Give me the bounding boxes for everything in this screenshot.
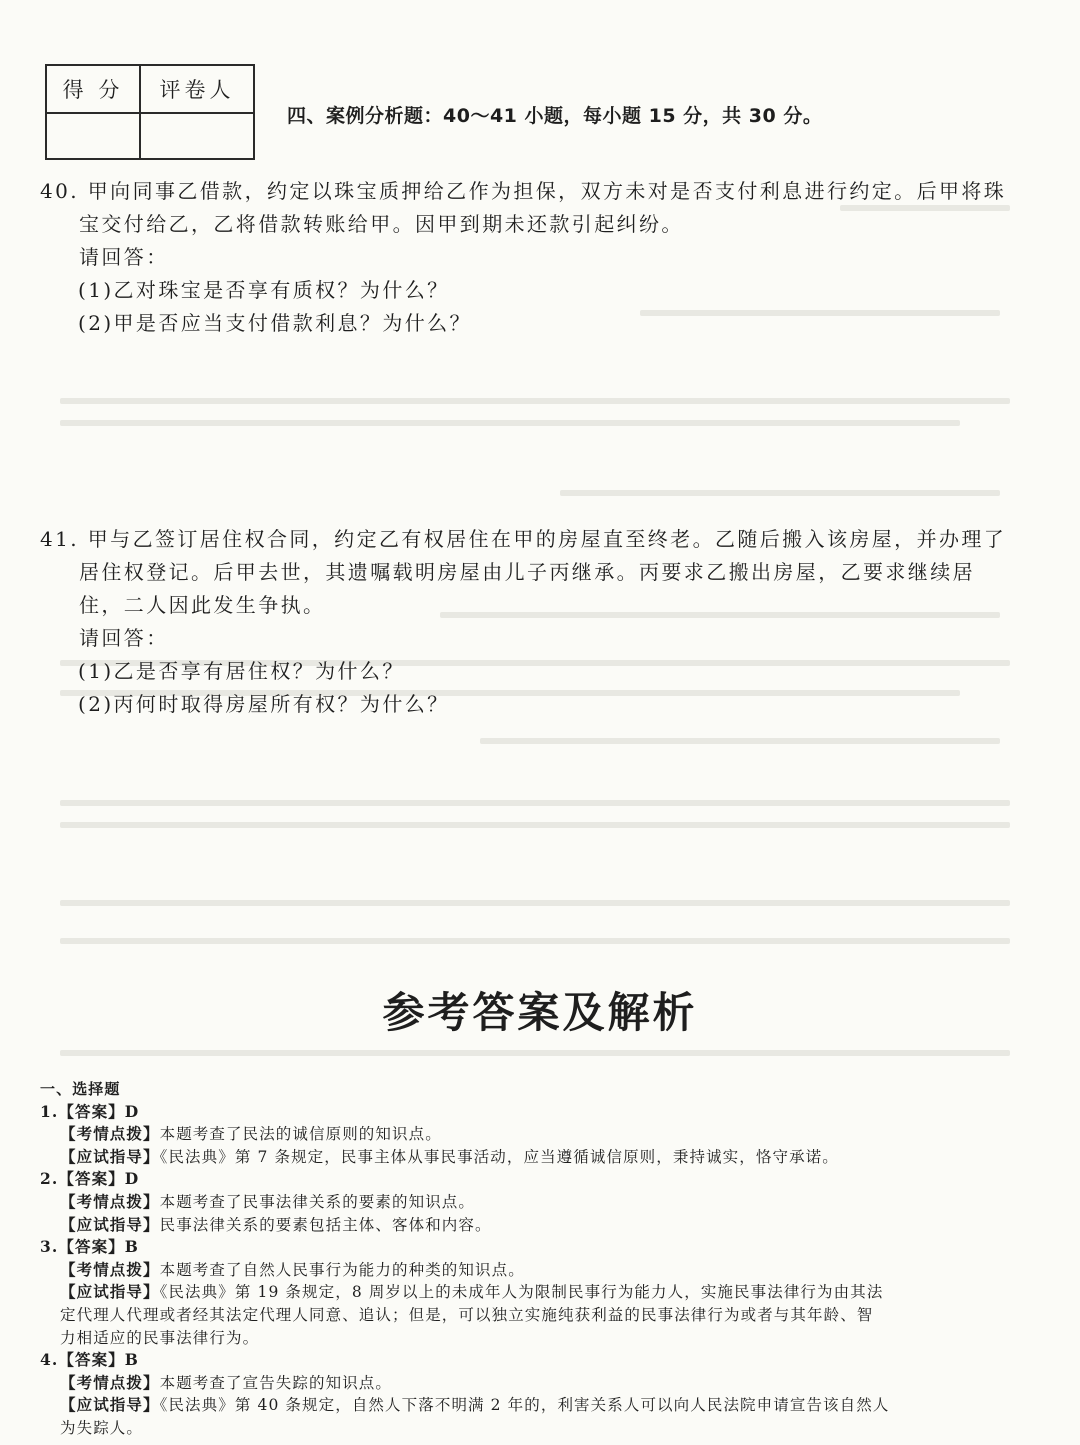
detail-text: 本题考查了宣告失踪的知识点。 xyxy=(159,1373,393,1392)
question-text-line: 41. 甲与乙签订居住权合同，约定乙有权居住在甲的房屋直至终老。乙随后搬入该房屋，并办理了 xyxy=(40,527,1007,551)
answer-item-4 xyxy=(40,1349,1050,1439)
sub-question: (1)乙是否享有居住权？为什么？ xyxy=(78,659,405,683)
bleed-through-mark xyxy=(60,938,1010,944)
bleed-through-mark xyxy=(60,420,960,426)
question-text-line: 居住权登记。后甲去世，其遗嘱载明房屋由儿子丙继承。丙要求乙搬出房屋，乙要求继续居 xyxy=(79,560,975,584)
question-text-line: 40. 甲向同事乙借款，约定以珠宝质押给乙作为担保，双方未对是否支付利息进行约定。后甲将珠 xyxy=(40,179,1007,203)
detail-text: 《民法典》第 19 条规定，8 周岁以上的未成年人为限制民事行为能力人，实施民事法律行为由其法 xyxy=(159,1283,884,1302)
answer-detail-continuation: 为失踪人。 xyxy=(60,1418,144,1437)
grader-cell xyxy=(140,113,254,159)
answers-title: 参考答案及解析 xyxy=(382,988,698,1037)
answer-detail xyxy=(40,1214,1050,1237)
score-header: 得 分 xyxy=(46,65,140,113)
bleed-through-mark xyxy=(60,822,1010,828)
detail-tag: 【考情点拨】 xyxy=(60,1372,160,1392)
question-41 xyxy=(40,523,1040,721)
detail-tag: 【应试指导】 xyxy=(60,1214,160,1234)
detail-text: 本题考查了自然人民事行为能力的种类的知识点。 xyxy=(159,1260,525,1279)
answers-section-heading: 一、选择题 xyxy=(40,1080,121,1098)
question-text-line: 住，二人因此发生争执。 xyxy=(79,593,326,617)
answers-section xyxy=(40,1078,1050,1440)
score-cell xyxy=(46,113,140,159)
bleed-through-mark xyxy=(560,490,1000,496)
bleed-through-mark xyxy=(60,900,1010,906)
detail-text: 本题考查了民法的诚信原则的知识点。 xyxy=(159,1125,442,1144)
answer-item-1 xyxy=(40,1101,1050,1169)
detail-tag: 【应试指导】 xyxy=(60,1146,160,1166)
section-heading: 四、案例分析题：40～41 小题，每小题 15 分，共 30 分。 xyxy=(287,105,823,127)
grader-header: 评卷人 xyxy=(140,65,254,113)
detail-text: 《民法典》第 7 条规定，民事主体从事民事活动，应当遵循诚信原则，秉持诚实，恪守承诺。 xyxy=(159,1147,839,1166)
answer-head: 1.【答案】D xyxy=(40,1101,140,1121)
answer-detail xyxy=(40,1191,1050,1214)
detail-text: 《民法典》第 40 条规定，自然人下落不明满 2 年的，利害关系人可以向人民法院申请宣告该自然人 xyxy=(159,1396,890,1415)
answer-head: 3.【答案】B xyxy=(40,1237,139,1257)
bleed-through-mark xyxy=(60,398,1010,404)
detail-text: 本题考查了民事法律关系的要素的知识点。 xyxy=(159,1192,476,1211)
bleed-through-mark xyxy=(60,1050,1010,1056)
detail-tag: 【考情点拨】 xyxy=(60,1124,160,1144)
bleed-through-mark xyxy=(60,800,1010,806)
answer-detail-continuation: 力相适应的民事法律行为。 xyxy=(60,1328,260,1347)
detail-tag: 【考情点拨】 xyxy=(60,1191,160,1211)
detail-tag: 【应试指导】 xyxy=(60,1282,160,1302)
answer-detail xyxy=(40,1281,1050,1304)
detail-tag: 【应试指导】 xyxy=(60,1395,160,1415)
question-prompt: 请回答： xyxy=(79,626,169,650)
answer-head: 2.【答案】D xyxy=(40,1169,140,1189)
score-table xyxy=(45,64,255,160)
answer-detail xyxy=(40,1146,1050,1169)
answer-detail-continuation: 定代理人代理或者经其法定代理人同意、追认；但是，可以独立实施纯获利益的民事法律行为或者与其年龄、智 xyxy=(60,1305,874,1324)
answer-item-2 xyxy=(40,1168,1050,1236)
answer-detail xyxy=(40,1259,1050,1282)
question-40 xyxy=(40,175,1040,340)
question-text-line: 宝交付给乙，乙将借款转账给甲。因甲到期未还款引起纠纷。 xyxy=(79,212,684,236)
sub-question: (2)丙何时取得房屋所有权？为什么？ xyxy=(78,692,450,716)
sub-question: (1)乙对珠宝是否享有质权？为什么？ xyxy=(78,278,450,302)
question-prompt: 请回答： xyxy=(79,245,169,269)
detail-text: 民事法律关系的要素包括主体、客体和内容。 xyxy=(159,1215,492,1234)
answer-detail xyxy=(40,1394,1050,1417)
answer-detail xyxy=(40,1372,1050,1395)
answer-head: 4.【答案】B xyxy=(40,1350,139,1370)
bleed-through-mark xyxy=(480,738,1000,744)
answer-item-3 xyxy=(40,1236,1050,1349)
answer-detail xyxy=(40,1123,1050,1146)
detail-tag: 【考情点拨】 xyxy=(60,1259,160,1279)
sub-question: (2)甲是否应当支付借款利息？为什么？ xyxy=(78,311,472,335)
